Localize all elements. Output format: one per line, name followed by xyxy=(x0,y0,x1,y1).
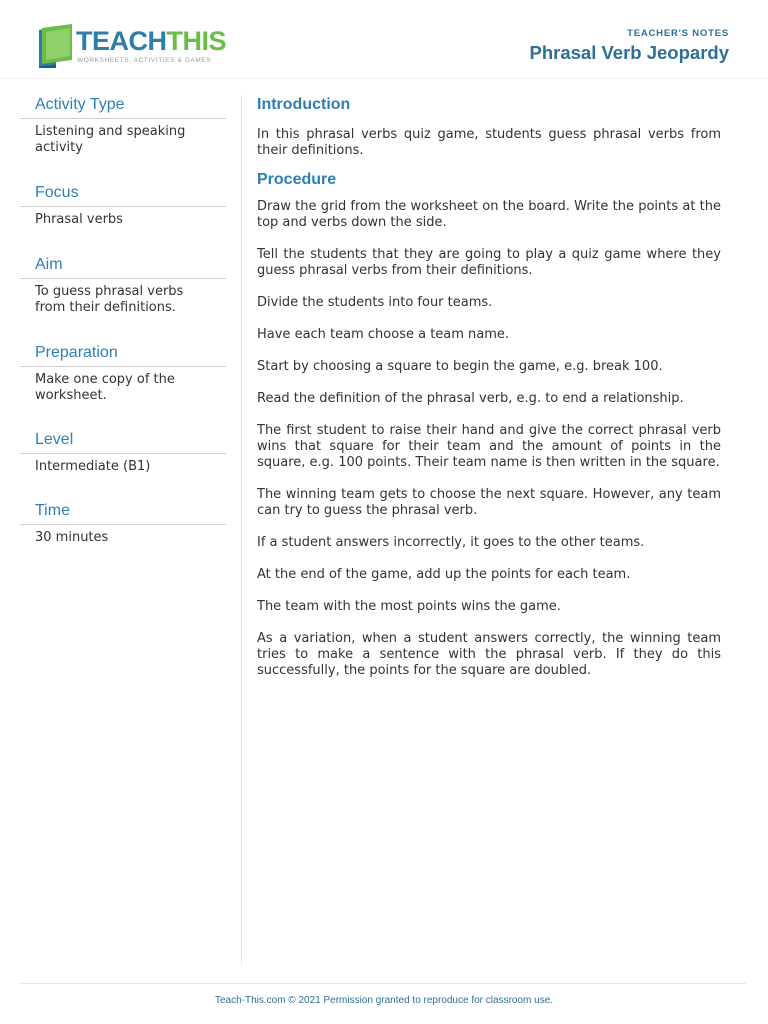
activity-type-heading: Activity Type xyxy=(20,94,226,119)
teach-this-logo[interactable] xyxy=(36,22,236,70)
time-value: 30 minutes xyxy=(35,530,109,545)
procedure-step: As a variation, when a student answers correctly, the winning team tries to make a sentence with the phrasal verb. If they do this successfully, the points for the square are doubled. xyxy=(257,631,721,678)
time-heading: Time xyxy=(20,500,226,525)
procedure-heading: Procedure xyxy=(257,171,337,188)
preparation-section xyxy=(20,342,226,404)
introduction-text: In this phrasal verbs quiz game, students guess phrasal verbs from their definitions. xyxy=(257,127,721,158)
procedure-steps xyxy=(257,199,721,679)
aim-heading: Aim xyxy=(20,254,226,279)
preparation-heading: Preparation xyxy=(20,342,226,367)
focus-heading: Focus xyxy=(20,182,226,207)
procedure-step: At the end of the game, add up the points for each team. xyxy=(257,567,631,582)
book-icon xyxy=(36,24,74,68)
level-value: Intermediate (B1) xyxy=(35,459,151,474)
logo-this-text: THIS xyxy=(166,26,227,56)
procedure-step: Divide the students into four teams. xyxy=(257,295,493,310)
procedure-step: Draw the grid from the worksheet on the board. Write the points at the top and verbs down the side. xyxy=(257,199,721,230)
procedure-step: Tell the students that they are going to play a quiz game where they guess phrasal verbs from their definitions. xyxy=(257,247,721,278)
logo-teach-text: TEACH xyxy=(76,26,167,56)
aim-value: To guess phrasal verbs from their definitions. xyxy=(35,284,184,315)
logo-wordmark xyxy=(76,24,226,58)
focus-section xyxy=(20,182,226,228)
procedure-step: Start by choosing a square to begin the game, e.g. break 100. xyxy=(257,359,663,374)
activity-type-value: Listening and speaking activity xyxy=(35,124,186,155)
page-header xyxy=(0,0,768,79)
main-content xyxy=(257,94,721,679)
preparation-value: Make one copy of the worksheet. xyxy=(35,372,175,403)
focus-value: Phrasal verbs xyxy=(35,212,123,227)
level-heading: Level xyxy=(20,429,226,454)
column-divider xyxy=(241,95,242,964)
procedure-step: The team with the most points wins the game. xyxy=(257,599,561,614)
footer-copyright: Teach-This.com © 2021 Permission granted to reproduce for classroom use. xyxy=(214,995,554,1006)
logo-tagline: WORKSHEETS, ACTIVITIES & GAMES xyxy=(77,57,212,64)
footer-divider xyxy=(20,983,746,984)
procedure-step: Read the definition of the phrasal verb, e.g. to end a relationship. xyxy=(257,391,684,406)
activity-type-section xyxy=(20,94,226,156)
page-title: Phrasal Verb Jeopardy xyxy=(529,42,729,63)
procedure-step: If a student answers incorrectly, it goes to the other teams. xyxy=(257,535,645,550)
aim-section xyxy=(20,254,226,316)
introduction-heading: Introduction xyxy=(257,96,351,113)
teachers-notes-label: TEACHER'S NOTES xyxy=(627,28,729,39)
level-section xyxy=(20,429,226,475)
procedure-step: The first student to raise their hand and give the correct phrasal verb wins that square for their team and the amount of points in the square, e.g. 100 points. Their team name is then written in the square. xyxy=(257,423,721,470)
time-section xyxy=(20,500,226,546)
procedure-step: The winning team gets to choose the next square. However, any team can try to guess the phrasal verb. xyxy=(257,487,721,518)
procedure-step: Have each team choose a team name. xyxy=(257,327,510,342)
